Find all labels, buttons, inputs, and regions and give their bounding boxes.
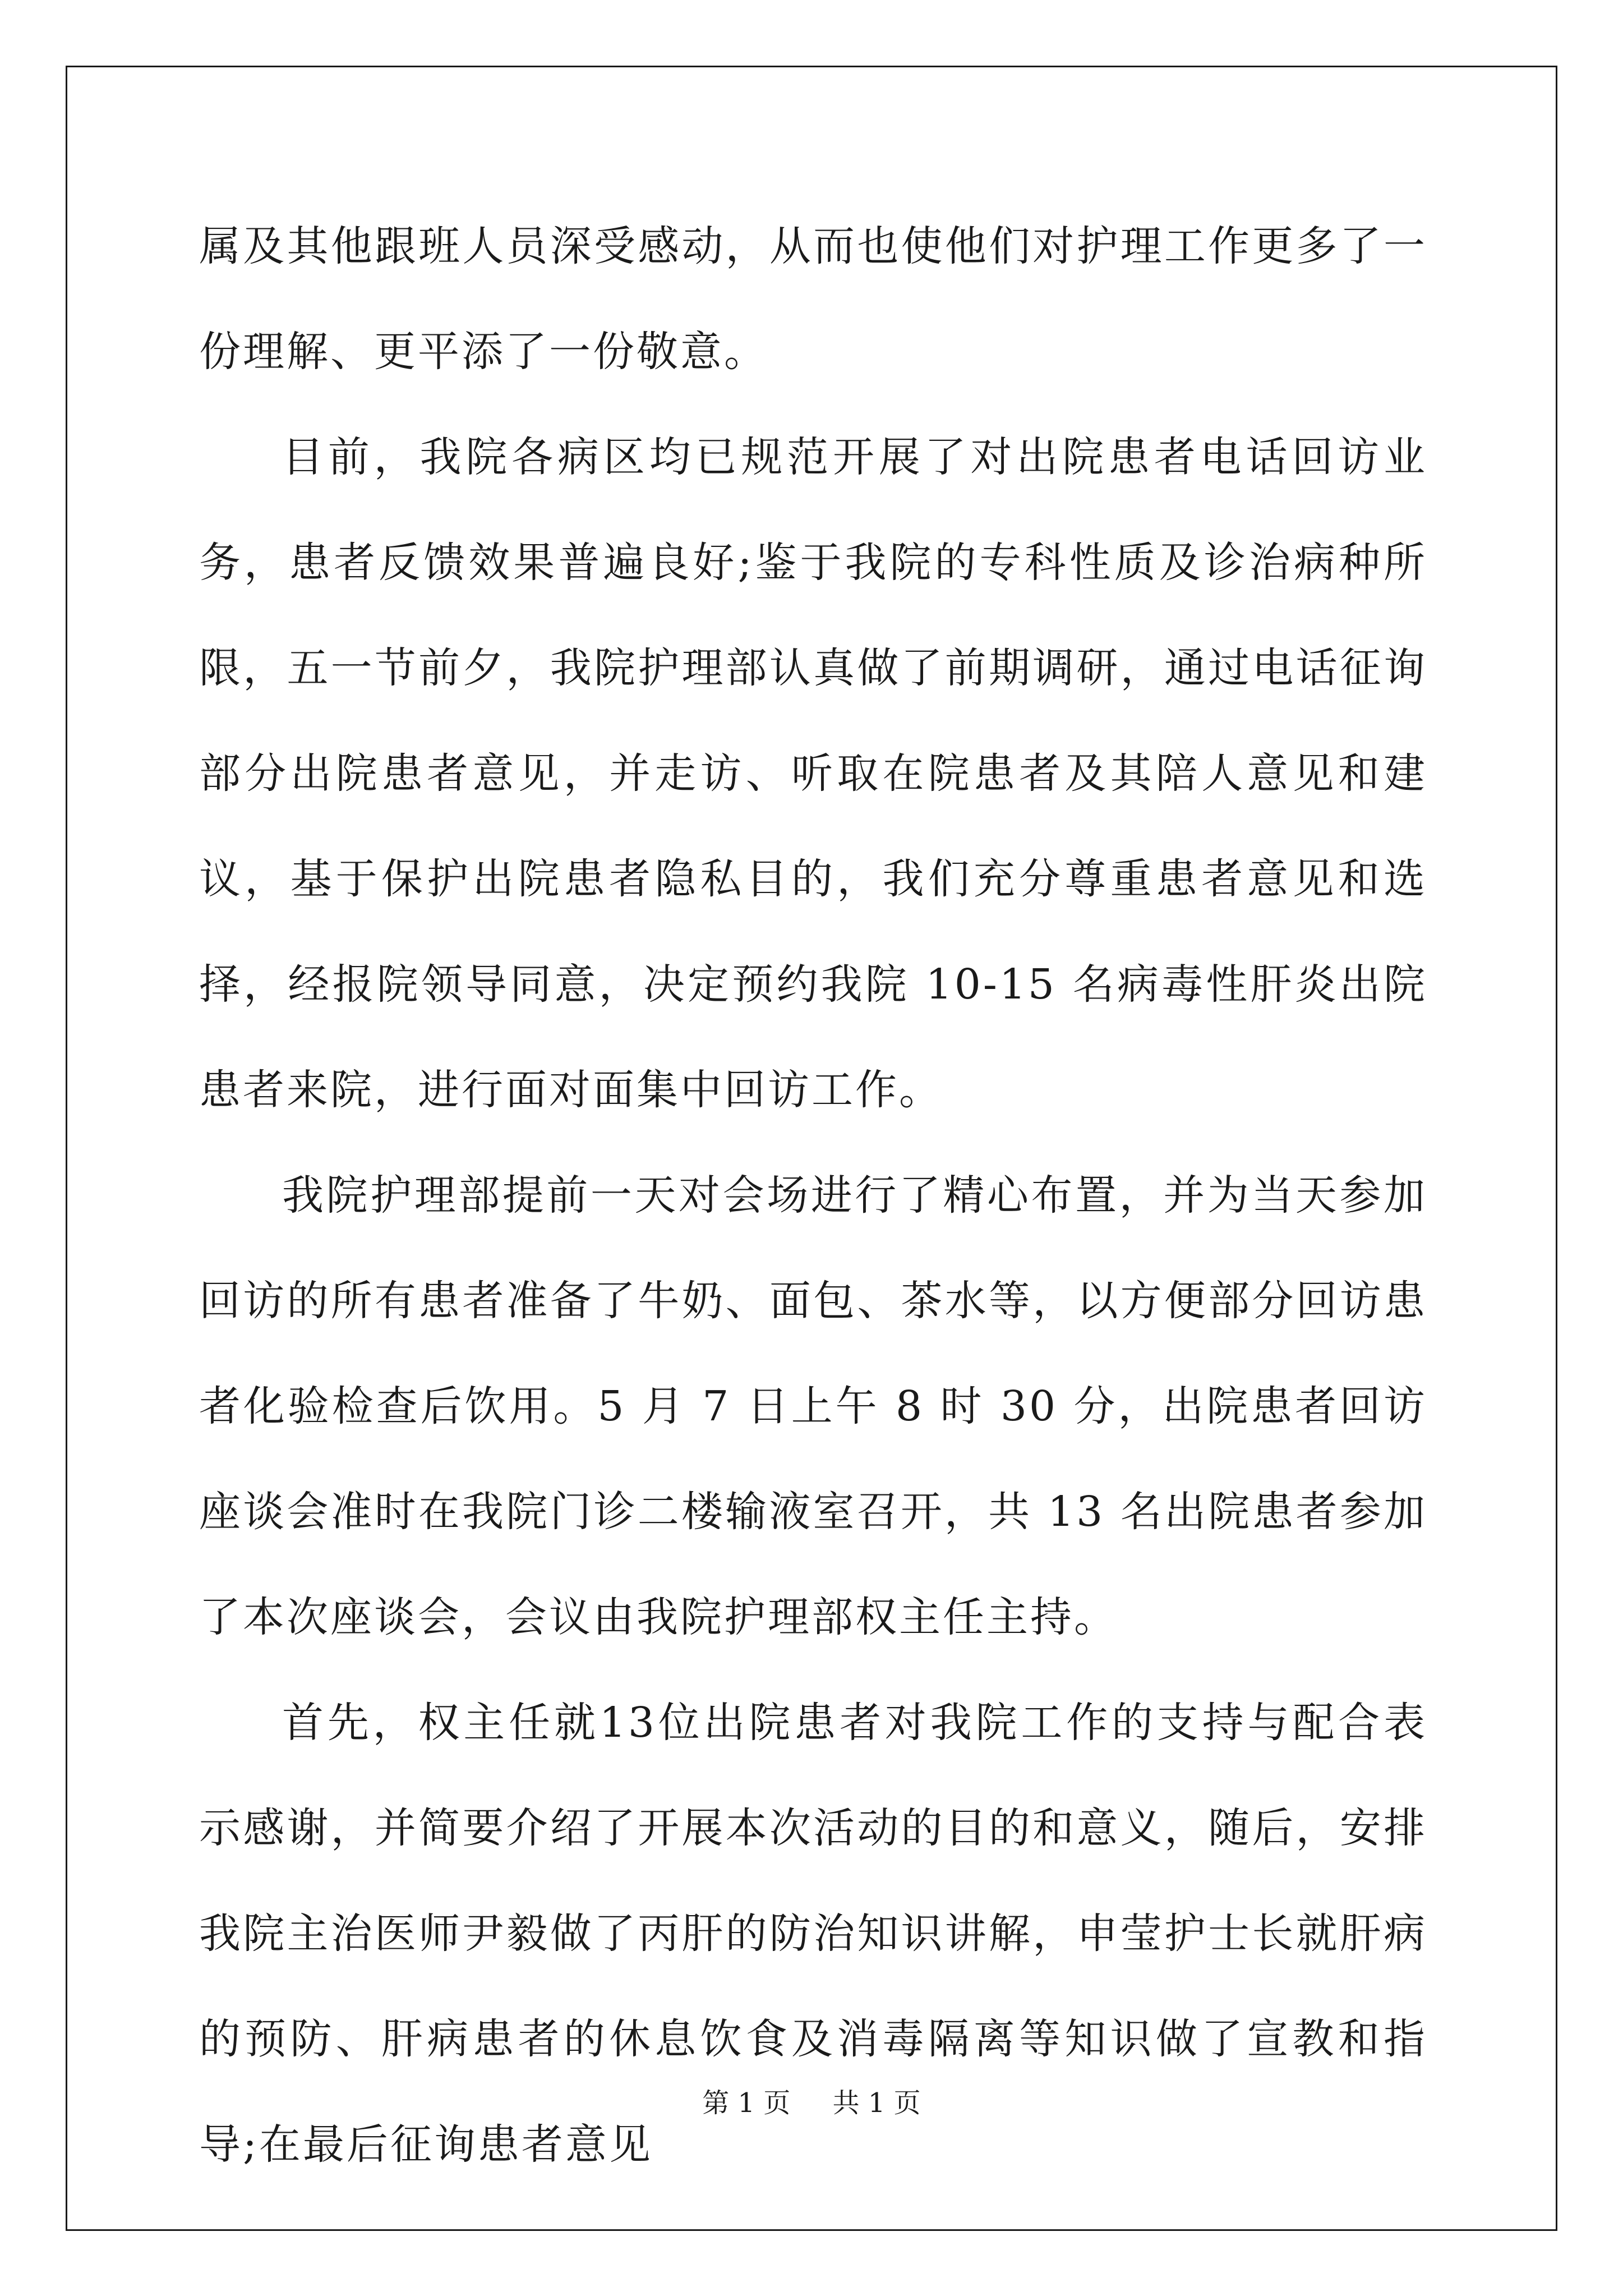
paragraph-3: 我院护理部提前一天对会场进行了精心布置，并为当天参加回访的所有患者准备了牛奶、面包、茶水等，以方便部分回访患者化验检查后饮用。5 月 7 日上午 8 时 30 分，出院患者回访座谈会准时在我院门诊二楼输液室召开，共 13 名出院患者参加了本次座谈会，会议由我院护理部权主任主持。 [199,1171,1427,1641]
paragraph-2: 目前，我院各病区均已规范开展了对出院患者电话回访业务，患者反馈效果普遍良好;鉴于我院的专科性质及诊治病种所限，五一节前夕，我院护理部认真做了前期调研，通过电话征询部分出院患者意见，并走访、听取在院患者及其陪人意见和建议，基于保护出院患者隐私目的，我们充分尊重患者意见和选择，经报院领导同意，决定预约我院 10-15 名病毒性肝炎出院患者来院，进行面对面集中回访工作。 [199,433,1427,1114]
paragraph-4: 首先，权主任就13位出院患者对我院工作的支持与配合表示感谢，并简要介绍了开展本次活动的目的和意义，随后，安排我院主治医师尹毅做了丙肝的防治知识讲解，申莹护士长就肝病的预防、肝病患者的休息饮食及消毒隔离等知识做了宣教和指导;在最后征询患者意见 [199,1699,1427,2169]
paragraph-1: 属及其他跟班人员深受感动，从而也使他们对护理工作更多了一份理解、更平添了一份敬意。 [199,222,1427,376]
page-number: 第 1 页 [702,2087,791,2119]
page-total: 共 1 页 [832,2087,921,2119]
page-footer [0,2081,1623,2120]
document-body [199,194,1427,2197]
